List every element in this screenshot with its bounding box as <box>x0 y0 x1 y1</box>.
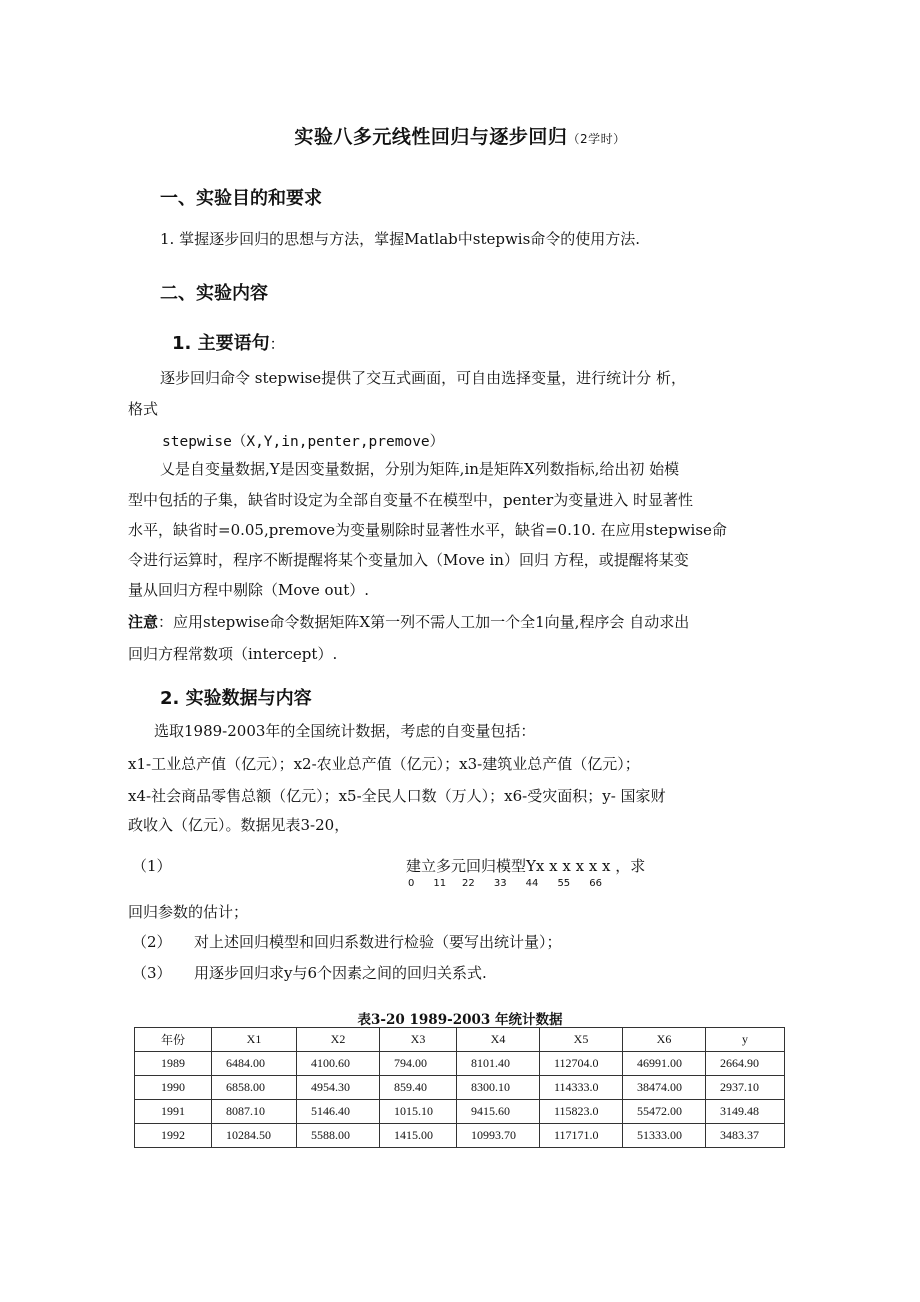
cell-y: 3483.37 <box>706 1124 785 1148</box>
sub1-heading <box>172 329 285 355</box>
cell-x4: 8300.10 <box>457 1076 540 1100</box>
cell-x3: 1015.10 <box>380 1100 457 1124</box>
sub1-p2-line3: 水平，缺省时=0.05,premove为变量剔除时显著性水平，缺省=0.10. 在应用stepwise命 <box>128 521 727 539</box>
cell-x2: 5146.40 <box>297 1100 380 1124</box>
cell-x6: 55472.00 <box>623 1100 706 1124</box>
item1-num: （1） <box>132 857 172 875</box>
cell-year: 1990 <box>135 1076 212 1100</box>
page-title <box>0 122 920 149</box>
sub1-p2-line5: 量从回归方程中剔除（Move out）. <box>128 581 369 599</box>
sub1-p1-line1: 逐步回归命令 stepwise提供了交互式画面，可自由选择变量，进行统计分 析， <box>160 369 686 387</box>
section2-heading: 二、实验内容 <box>160 283 268 304</box>
cell-x3: 1415.00 <box>380 1124 457 1148</box>
cell-y: 3149.48 <box>706 1100 785 1124</box>
note-label: 注意 <box>128 613 159 631</box>
note-line1 <box>128 611 689 632</box>
sub1-p2-line1: 乂是自变量数据,Y是因变量数据，分别为矩阵,in是矩阵X列数指标,给出初 始模 <box>160 460 680 478</box>
cell-y: 2664.90 <box>706 1052 785 1076</box>
sub1-heading-text: 1. 主要语句 <box>172 333 270 354</box>
sub2-heading: 2. 实验数据与内容 <box>160 688 312 709</box>
cell-x1: 10284.50 <box>212 1124 297 1148</box>
cell-year: 1989 <box>135 1052 212 1076</box>
sub1-p2-line2: 型中包括的子集，缺省时设定为全部自变量不在模型中，penter为变量进入 时显著性 <box>128 491 693 509</box>
header-year: 年份 <box>135 1028 212 1052</box>
table-row <box>135 1052 785 1076</box>
cell-y: 2937.10 <box>706 1076 785 1100</box>
item2-num: （2） <box>132 933 172 951</box>
cell-x2: 5588.00 <box>297 1124 380 1148</box>
cell-x5: 112704.0 <box>540 1052 623 1076</box>
header-x5: X5 <box>540 1028 623 1052</box>
cell-year: 1992 <box>135 1124 212 1148</box>
note-line1-text: ：应用stepwise命令数据矩阵X第一列不需人工加一个全1向量,程序会 自动求出 <box>158 613 690 631</box>
sub2-p2: x1-工业总产值（亿元）；x2-农业总产值（亿元）；x3-建筑业总产值（亿元）； <box>128 755 640 773</box>
table-row <box>135 1076 785 1100</box>
sub2-p3-line2: 政收入（亿元）。数据见表3-20， <box>128 816 350 834</box>
header-x1: X1 <box>212 1028 297 1052</box>
table-header-row <box>135 1028 785 1052</box>
cell-x3: 794.00 <box>380 1052 457 1076</box>
cell-x6: 51333.00 <box>623 1124 706 1148</box>
cell-x1: 6484.00 <box>212 1052 297 1076</box>
header-x2: X2 <box>297 1028 380 1052</box>
cell-x6: 38474.00 <box>623 1076 706 1100</box>
cell-x4: 8101.40 <box>457 1052 540 1076</box>
header-x3: X3 <box>380 1028 457 1052</box>
cell-x1: 6858.00 <box>212 1076 297 1100</box>
cell-x5: 115823.0 <box>540 1100 623 1124</box>
cell-x4: 9415.60 <box>457 1100 540 1124</box>
item1-cont: 回归参数的估计； <box>128 903 249 921</box>
section1-text: 1. 掌握逐步回归的思想与方法，掌握Matlab中stepwis命令的使用方法. <box>160 230 641 248</box>
sub1-heading-colon: ： <box>269 335 285 353</box>
cell-x2: 4954.30 <box>297 1076 380 1100</box>
item3-num: （3） <box>132 964 172 982</box>
cell-x6: 46991.00 <box>623 1052 706 1076</box>
sub2-p1: 选取1989-2003年的全国统计数据，考虑的自变量包括： <box>154 722 536 740</box>
header-y: y <box>706 1028 785 1052</box>
item1-text: 建立多元回归模型Yx x x x x x ，求 <box>406 857 646 875</box>
table-row <box>135 1124 785 1148</box>
cell-x5: 117171.0 <box>540 1124 623 1148</box>
section1-heading: 一、实验目的和要求 <box>160 188 322 209</box>
cell-x5: 114333.0 <box>540 1076 623 1100</box>
header-x6: X6 <box>623 1028 706 1052</box>
item3-text: 用逐步回归求y与6个因素之间的回归关系式. <box>194 964 487 982</box>
item1-subscripts: 0 11 22 33 44 55 66 <box>408 878 602 889</box>
title-sub: （2学时） <box>567 132 626 146</box>
sub2-p3-line1: x4-社会商品零售总额（亿元）；x5-全民人口数（万人）；x6-受灾面积；y- 国家财 <box>128 787 666 805</box>
title-main: 实验八多元线性回归与逐步回归 <box>294 126 568 148</box>
table-caption: 表3-20 1989-2003 年统计数据 <box>357 1012 563 1028</box>
code-line: stepwise（X,Y,in,penter,premove） <box>162 434 445 450</box>
table-row <box>135 1100 785 1124</box>
item2-text: 对上述回归模型和回归系数进行检验（要写出统计量）； <box>194 933 562 951</box>
cell-x1: 8087.10 <box>212 1100 297 1124</box>
note-line2: 回归方程常数项（intercept）. <box>128 645 338 663</box>
cell-year: 1991 <box>135 1100 212 1124</box>
sub1-p2-line4: 令进行运算时，程序不断提醒将某个变量加入（Move in）回归 方程，或提醒将某变 <box>128 551 689 569</box>
sub1-p1-line2: 格式 <box>128 400 159 418</box>
cell-x2: 4100.60 <box>297 1052 380 1076</box>
cell-x4: 10993.70 <box>457 1124 540 1148</box>
cell-x3: 859.40 <box>380 1076 457 1100</box>
statistics-table <box>134 1027 785 1148</box>
header-x4: X4 <box>457 1028 540 1052</box>
